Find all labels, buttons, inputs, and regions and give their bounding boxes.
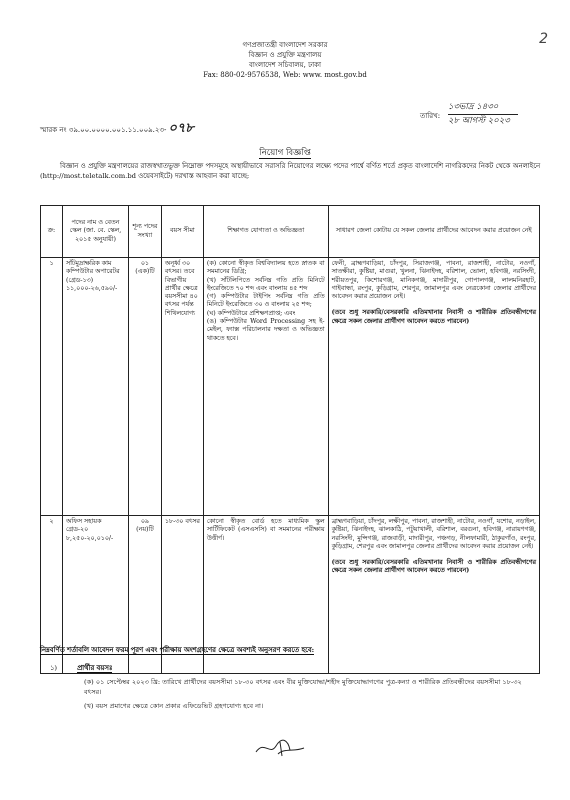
govt-name: গণপ্রজাতন্ত্রী বাংলাদেশ সরকার xyxy=(242,41,328,49)
date-bangla: ১৩ভাদ্র ১৪৩০ xyxy=(448,102,499,112)
cell-serial: ২ xyxy=(41,516,63,674)
cell-vacancy: ০১ (এক)টি xyxy=(128,258,161,516)
table-row xyxy=(41,258,540,516)
cell-age: ১৮-৩০ বৎসর xyxy=(161,516,203,674)
table-header-row xyxy=(41,206,540,258)
cell-vacancy: ০৯ (নয়)টি xyxy=(128,516,161,674)
quota-districts: ব্রাহ্মণবাড়িয়া, চাঁদপুর, লক্ষীপুর, পাবনা, রাজশাহী, নাটোর, নওগাঁ, যশোর, নড়াইল, কুষ্টিয়া, ঝিনাইদহ, ঝালকাঠি, পটুয়াখালী, বরিশাল, বরগুনা, হবিগঞ্জ, নারায়ণগঞ্জ, নরসিংদী, মুন্সিগঞ্জ, রাজবাড়ী, মাদারীপুর, পঞ্চগড়, নীলফামারী, ঠাকুরগাঁও, রংপুর, কুড়িগ্রাম, শেরপুর এবং জামালপুর জেলার প্রার্থীদের আবেদন করার প্রয়োজন নেই। xyxy=(331,518,536,550)
secretariat-address: বাংলাদেশ সচিবালয়, ঢাকা xyxy=(248,61,322,70)
cell-post: সাঁটমুদ্রাক্ষরিক কাম কম্পিউটার অপারেটর (গ্রেড-১৩) ১১,০০০-২৬,৫৯০/- xyxy=(62,258,128,516)
letterhead xyxy=(0,40,570,81)
cell-post: অফিস সহায়ক গ্রেড-২০ ৮,২৫০-২০,০১০/- xyxy=(62,516,128,674)
qualification-item: (ক) কোনো স্বীকৃত বিশ্ববিদ্যালয় হতে স্নাতক বা সমমানের ডিগ্রি; xyxy=(206,260,325,276)
age-section-heading xyxy=(50,664,112,673)
page-number: 2 xyxy=(539,31,548,47)
age-rule-b: (খ) বয়স প্রমাণের ক্ষেত্রে কোন প্রকার এফিডেভিট গ্রহণযোগ্য হবে না। xyxy=(84,702,264,710)
qualification-item: কোনো স্বীকৃত বোর্ড হতে মাধ্যমিক স্কুল সার্টিফিকেট (এসএসসি) বা সমমানের পরীক্ষায় উত্তীর্ণ। xyxy=(206,518,325,542)
fax-web: Fax: 880-02-9576538, Web: www. most.gov.bd xyxy=(203,71,367,80)
quota-exception-note: (তবে শুধু সরকারি/বেসরকারি এতিমখানার নিবাসী ও শারীরিক প্রতিবন্ধীগণের ক্ষেত্রে সকল জেলার প্রার্থীগণ আবেদন করতে পারবেন) xyxy=(331,309,536,325)
intro-paragraph: বিজ্ঞান ও প্রযুক্তি মন্ত্রণালয়ের রাজস্বখাতভুক্ত নিম্নোক্ত পদসমূহে অস্থায়ীভাবে সরাসরি নিয়োগের লক্ষ্যে পদের পার্শ্বে বর্ণিত শর্তে প্রকৃত বাংলাদেশি নাগরিকদের নিকট থেকে অনলাইনে (http://most.teletalk.com.bd ওয়েবসাইটে) দরখাস্ত আহবান করা যাচ্ছে: xyxy=(40,162,540,180)
age-rule-a: (ক) ০১ সেপ্টেম্বর ২০২৩ খ্রি: তারিখে প্রার্থীদের বয়সসীমা ১৮-৩০ বৎসর এবং বীর মুক্তিযোদ্ধা/শহীদ মুক্তিযোদ্ধাগণের পুত্র-কন্যা ও শারীরিক প্রতিবন্ধীদের বয়সসীমা ১৮-৩২ বৎসর। xyxy=(84,678,522,696)
qualification-item: (ঘ) কম্পিউটারে প্রশিক্ষণপ্রাপ্ত; এবং xyxy=(206,309,296,317)
vacancy-table xyxy=(40,205,540,674)
age-section-title: প্রার্থীর বয়সঃ xyxy=(77,664,113,672)
header-quota: সাধারণ জেলা কোটায় যে সকল জেলার প্রার্থীদের আবেদন করার প্রয়োজন নেই xyxy=(328,206,539,258)
signature-icon xyxy=(250,736,310,760)
memo-number xyxy=(40,120,194,137)
qualification-item: (গ) কম্পিউটার টাইপিং সর্বনিম্ন গতি প্রতি মিনিটে ইংরেজিতে ৩০ ও বাংলায় ২৫ শব্দ; xyxy=(206,293,325,309)
date-label: তারিখ: xyxy=(420,112,441,120)
notice-title: নিয়োগ বিজ্ঞপ্তি xyxy=(259,148,311,158)
memo-handwritten-number: ০৭৮ xyxy=(168,121,194,136)
cell-quota xyxy=(328,258,539,516)
header-qualification: শিক্ষাগত যোগ্যতা ও অভিজ্ঞতা xyxy=(203,206,328,258)
qualification-item: (ঙ) কম্পিউটার Word Processing সহ ই-মেইল, ফ্যাক্স পরিচালনার দক্ষতা ও অভিজ্ঞতা থাকতে হবে। xyxy=(206,318,325,342)
quota-districts: ফেনী, ব্রাহ্মণবাড়িয়া, চাঁদপুর, সিরাজগঞ্জ, পাবনা, রাজশাহী, নাটোর, নওগাঁ, সাতক্ষীরা, কুষ্টিয়া, মাগুরা, খুলনা, ঝিনাইদহ, বরিশাল, ভোলা, হবিগঞ্জ, নরসিংদী, শরীয়তপুর, কিশোরগঞ্জ, মানিকগঞ্জ, মাদারীপুর, গোপালগঞ্জ, লালমনিরহাট, গাইবান্ধা, রংপুর, কুড়িগ্রাম, শেরপুর, জামালপুর এবং নেত্রকোনা জেলার প্রার্থীদের আবেদন করার প্রয়োজন নেই। xyxy=(331,260,536,301)
quota-exception-note: (তবে শুধু সরকারি/বেসরকারি এতিমখানার নিবাসী ও শারীরিক প্রতিবন্ধীগণের ক্ষেত্রে সকল জেলার প্রার্থীগণ আবেদন করতে পারবেন) xyxy=(331,559,536,575)
header-age: বয়স সীমা xyxy=(161,206,203,258)
cell-qualification xyxy=(203,258,328,516)
cell-age: অনূর্ধ্ব ৩০ বৎসর। তবে বিভাগীয় প্রার্থীর ক্ষেত্রে বয়সসীমা ৪০ বৎসর পর্যন্ত শিথিলযোগ্য xyxy=(161,258,203,516)
age-section-number: ১) xyxy=(50,664,58,672)
cell-serial: ১ xyxy=(41,258,63,516)
conditions-heading: নিম্নবর্ণিত শর্তাবলি আবেদন ফরম পূরণ এবং পরীক্ষায় অংশগ্রহণের ক্ষেত্রে অবশ্যই অনুসরণ করতে হবে: xyxy=(40,646,315,654)
header-vacancy: শূন্য পদের সংখ্যা xyxy=(128,206,161,258)
ministry-name: বিজ্ঞান ও প্রযুক্তি মন্ত্রণালয় xyxy=(248,51,322,60)
date-english: ২৮ আগস্ট ২০২৩ xyxy=(448,116,510,127)
header-post: পদের নাম ও বেতন স্কেল (জা. বে. স্কেল, ২০১৫ অনুযায়ী) xyxy=(62,206,128,258)
qualification-item: (খ) সাঁটলিপিতে সর্বনিম্ন গতি প্রতি মিনিটে ইংরেজিতে ৭০ শব্দ এবং বাংলায় ৪৫ শব্দ xyxy=(206,276,325,292)
memo-label: স্মারক নং ৩৯.০০.০০০০.০০১.১১.০০৯.২৩- xyxy=(40,126,167,134)
header-serial: ক্র: xyxy=(41,206,63,258)
